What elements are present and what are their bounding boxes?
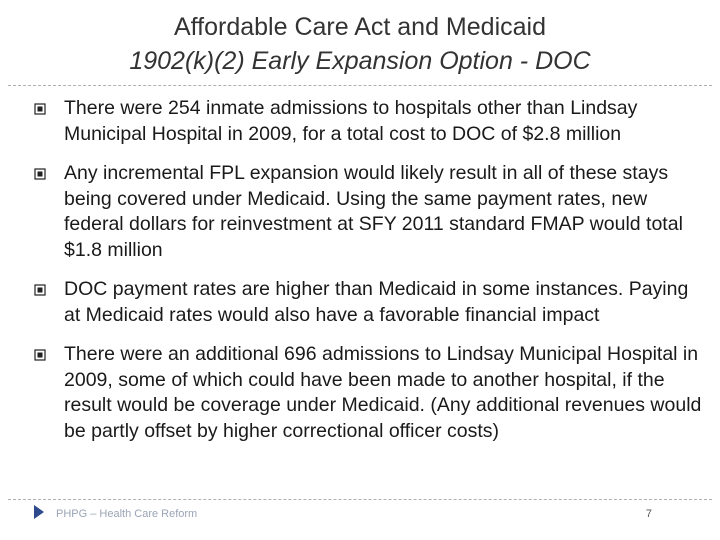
slide-title bbox=[0, 10, 720, 78]
bullet-item bbox=[34, 342, 706, 444]
bullet-item bbox=[34, 161, 706, 263]
bullet-item bbox=[34, 96, 706, 147]
bullet-text: DOC payment rates are higher than Medicaid in some instances. Paying at Medicaid rates would also have a favorable financial impact bbox=[64, 278, 689, 326]
footer-text: PHPG – Health Care Reform bbox=[56, 508, 198, 520]
page-number: 7 bbox=[645, 508, 652, 520]
title-line-2: 1902(k)(2) Early Expansion Option - DOC bbox=[129, 47, 591, 75]
square-bullet-icon bbox=[34, 349, 46, 361]
bullet-text: Any incremental FPL expansion would likely result in all of these stays being covered under Medicaid. Using the same payment rates, new federal dollars for reinvestment at SFY 2011 standard FMAP would total $1.8 million bbox=[64, 162, 683, 261]
bullet-text: There were an additional 696 admissions to Lindsay Municipal Hospital in 2009, some of which could have been made to another hospital, if the result would be coverage under Medicaid. (Any additional revenues would be partly offset by higher correctional officer costs) bbox=[64, 343, 702, 442]
bullet-item bbox=[34, 277, 706, 328]
bullet-list bbox=[34, 96, 706, 458]
square-bullet-icon bbox=[34, 103, 46, 115]
title-line-1: Affordable Care Act and Medicaid bbox=[174, 13, 546, 41]
footer-divider bbox=[8, 499, 712, 500]
square-bullet-icon bbox=[34, 284, 46, 296]
title-divider bbox=[8, 85, 712, 86]
bullet-text: There were 254 inmate admissions to hospitals other than Lindsay Municipal Hospital in 2009, for a total cost to DOC of $2.8 million bbox=[64, 97, 638, 145]
triangle-arrow-icon bbox=[34, 505, 44, 519]
square-bullet-icon bbox=[34, 168, 46, 180]
